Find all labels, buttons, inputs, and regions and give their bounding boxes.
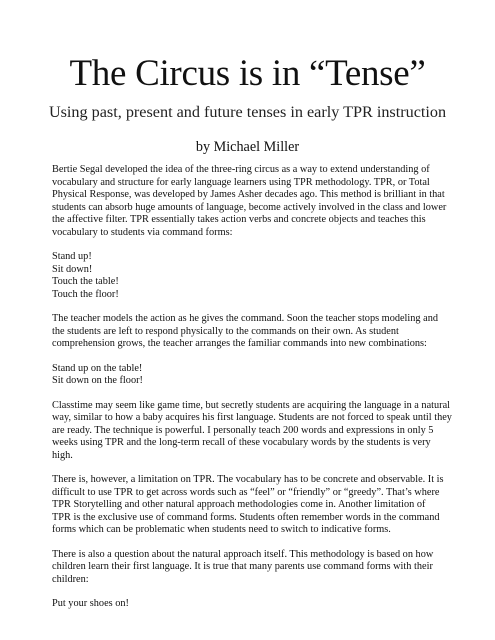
- command-examples-basic: Stand up! Sit down! Touch the table! Touch the floor!: [52, 251, 119, 300]
- command-examples-combined: Stand up on the table! Sit down on the floor!: [52, 362, 143, 386]
- article-body: [52, 164, 492, 611]
- paragraph-classtime: Classtime may seem like game time, but secretly students are acquiring the language in a natural way, similar to how a baby acquires his first language. Students are not forced to speak until they are ready. The technique is powerful. I personally teach 200 words and expressions in only 5 weeks using TPR and the long-term recall of these vocabulary words by the students is very high.: [52, 399, 452, 461]
- paragraph-natural-approach: There is also a question about the natural approach itself. This methodology is based on how children learn their first language. It is true that many parents use command forms with their children:: [52, 548, 434, 585]
- paragraph-intro: Bertie Segal developed the idea of the three-ring circus as a way to extend understanding of vocabulary and structure for early language learners using TPR methodology. TPR, or Total Physical Response, was developed by James Asher decades ago. This method is brilliant in that students can absorb huge amounts of language, become actively involved in the class and lower the affective filter. TPR essentially takes action verbs and concrete objects and teaches this vocabulary to students via command forms:: [52, 164, 447, 238]
- command-example-shoes: Put your shoes on!: [52, 598, 129, 609]
- author-byline: by Michael Miller: [195, 139, 300, 155]
- paragraph-limitation: There is, however, a limitation on TPR. The vocabulary has to be concrete and observable. It is difficult to use TPR to get across words such as “feel” or “friendly” or “greedy”. That’s where TPR Storytelling and other natural approach methodologies come in. Another limitation of TPR is the exclusive use of command forms. Students often remember words in the command forms which can be problematic when students need to switch to indicative forms.: [52, 474, 444, 535]
- paragraph-modeling: The teacher models the action as he gives the command. Soon the teacher stops modeling and the students are left to respond physically to the commands on their own. As student comprehension grows, the teacher arranges the familiar commands into new combinations:: [52, 313, 439, 349]
- document-title: The Circus is in “Tense”: [69, 53, 426, 94]
- document-subtitle: Using past, present and future tenses in early TPR instruction: [48, 103, 447, 121]
